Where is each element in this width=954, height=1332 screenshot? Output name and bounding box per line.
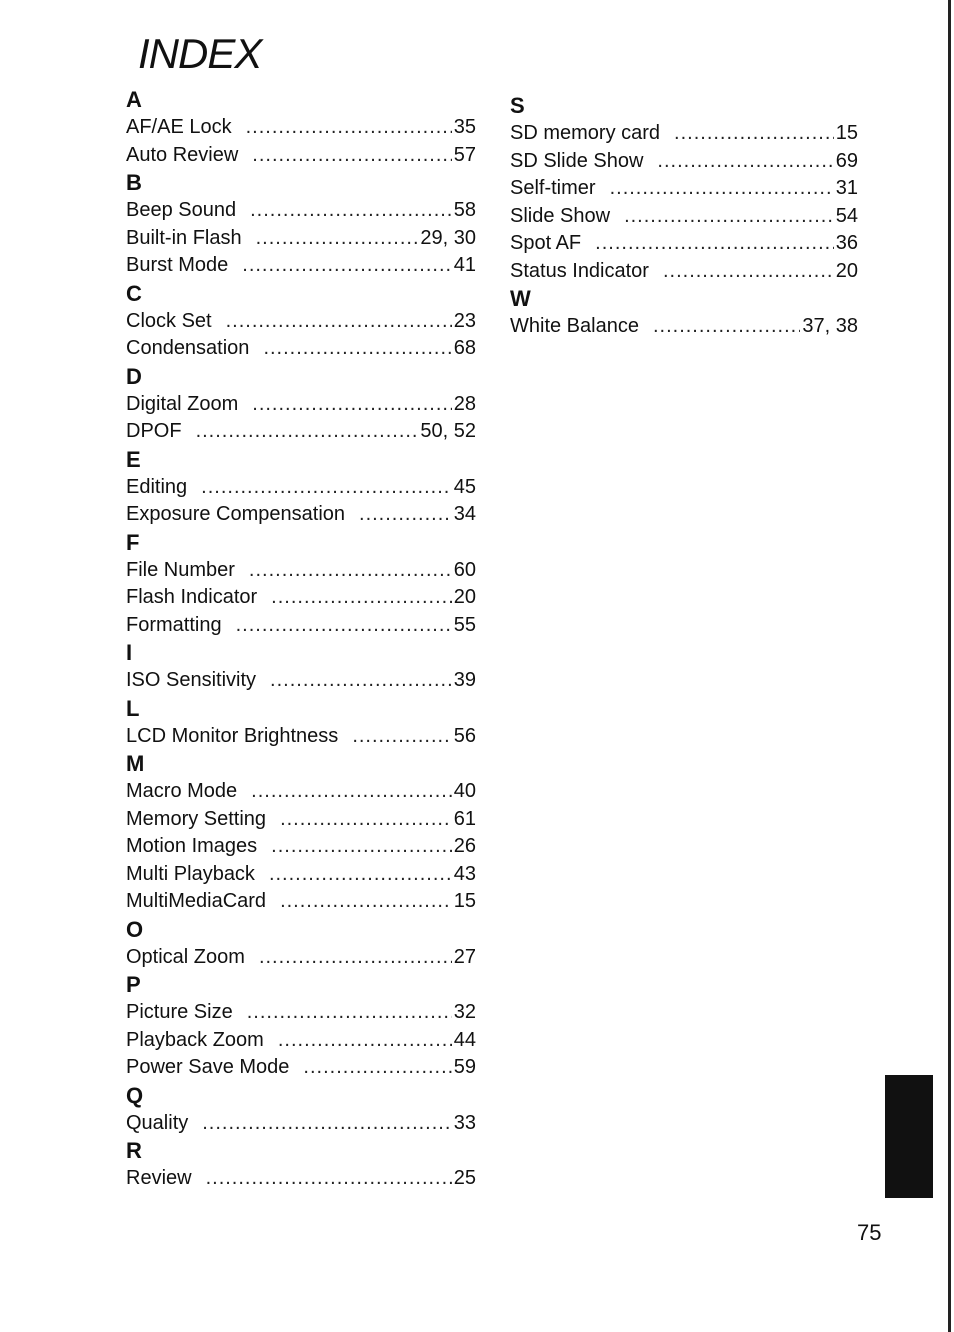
- dot-leader: [359, 501, 452, 529]
- index-entry-pages: 28: [453, 392, 476, 415]
- index-entry: [126, 723, 476, 751]
- index-entry: [126, 584, 476, 612]
- index-entry: [510, 230, 858, 258]
- index-entry: [126, 474, 476, 502]
- dot-leader: [249, 557, 452, 585]
- dot-leader: [657, 148, 833, 176]
- index-entry-term: Beep Sound: [126, 199, 237, 221]
- index-entry-term: Slide Show: [510, 204, 611, 227]
- index-entry-term: Memory Setting: [126, 807, 267, 830]
- index-entry: [126, 114, 476, 142]
- index-entry-pages: 61: [453, 807, 476, 830]
- index-entry-pages: 50, 52: [420, 420, 476, 442]
- index-entry-term: Picture Size: [126, 1001, 233, 1023]
- index-entry-pages: 57: [453, 143, 476, 166]
- dot-leader: [256, 225, 419, 253]
- dot-leader: [196, 418, 419, 446]
- index-entry-pages: 15: [835, 122, 858, 144]
- index-entry-pages: 55: [453, 613, 476, 636]
- index-entry-term: Status Indicator: [510, 259, 649, 282]
- dot-leader: [303, 1054, 451, 1082]
- index-entry-term: Clock Set: [126, 309, 212, 332]
- index-letter-heading: A: [126, 87, 142, 112]
- index-entry-pages: 26: [453, 835, 476, 857]
- index-entry-term: Exposure Compensation: [126, 503, 346, 525]
- index-entry-term: MultiMediaCard: [126, 890, 267, 912]
- index-entry-pages: 25: [453, 1167, 476, 1189]
- index-entry-pages: 20: [835, 259, 858, 282]
- dot-leader: [674, 120, 834, 148]
- index-entry: [126, 197, 476, 225]
- dot-leader: [653, 313, 800, 341]
- dot-leader: [280, 806, 452, 834]
- page-title: INDEX: [138, 30, 262, 77]
- dot-leader: [278, 1027, 452, 1055]
- index-entry: [126, 225, 476, 253]
- index-letter-heading: M: [126, 751, 145, 776]
- index-letter-heading: D: [126, 363, 142, 389]
- dot-leader: [624, 203, 834, 231]
- dot-leader: [263, 335, 451, 363]
- index-letter-heading: I: [126, 640, 133, 665]
- index-letter-heading: R: [126, 1138, 142, 1163]
- index-entry: [126, 501, 476, 529]
- index-entry: [126, 861, 476, 889]
- index-entry: [126, 391, 476, 419]
- index-entry-term: Editing: [126, 475, 188, 498]
- index-letter-heading: B: [126, 170, 142, 195]
- dot-leader: [271, 584, 452, 612]
- index-entry: [126, 335, 476, 363]
- index-entry: [126, 1110, 476, 1138]
- index-entry: [510, 120, 858, 148]
- index-letter-heading: O: [126, 916, 144, 942]
- index-entry-term: Condensation: [126, 337, 250, 359]
- index-letter-heading: Q: [126, 1082, 144, 1108]
- index-entry: [126, 667, 476, 695]
- index-letter-heading: E: [126, 446, 141, 472]
- index-entry-pages: 40: [453, 780, 476, 802]
- index-entry-pages: 59: [453, 1056, 476, 1078]
- index-entry-pages: 37, 38: [802, 315, 858, 337]
- index-entry-pages: 33: [453, 1111, 476, 1134]
- index-entry-pages: 45: [453, 475, 476, 498]
- index-entry-term: Digital Zoom: [126, 392, 239, 415]
- index-entry-pages: 34: [453, 503, 476, 525]
- index-entry-pages: 23: [453, 309, 476, 332]
- dot-leader: [271, 833, 452, 861]
- index-entry-term: Motion Images: [126, 835, 258, 857]
- index-entry-term: Burst Mode: [126, 254, 229, 276]
- index-entry-term: Multi Playback: [126, 862, 255, 885]
- index-entry-pages: 15: [453, 890, 476, 912]
- index-entry-pages: 58: [453, 199, 476, 221]
- index-entry-pages: 20: [453, 586, 476, 608]
- index-entry-pages: 39: [453, 669, 476, 691]
- index-entry: [510, 175, 858, 203]
- index-entry-pages: 69: [835, 149, 858, 172]
- dot-leader: [246, 114, 452, 142]
- index-letter-heading: C: [126, 280, 142, 306]
- index-entry: [126, 944, 476, 972]
- index-entry-pages: 41: [453, 254, 476, 276]
- index-letter-heading: W: [510, 286, 531, 311]
- index-entry-term: Auto Review: [126, 143, 239, 166]
- index-letter-heading: P: [126, 972, 141, 997]
- index-entry-term: LCD Monitor Brightness: [126, 724, 339, 747]
- index-entry-pages: 29, 30: [420, 226, 476, 249]
- index-entry: [126, 1027, 476, 1055]
- dot-leader: [206, 1165, 452, 1193]
- index-entry: [126, 999, 476, 1027]
- index-entry-term: ISO Sensitivity: [126, 669, 257, 691]
- index-entry-term: SD Slide Show: [510, 149, 644, 172]
- index-entry-term: DPOF: [126, 420, 182, 442]
- dot-leader: [226, 308, 452, 336]
- index-entry-pages: 27: [453, 945, 476, 968]
- index-entry: [126, 418, 476, 446]
- page-number: 75: [857, 1220, 882, 1245]
- dot-leader: [269, 861, 452, 889]
- index-entry-term: Spot AF: [510, 232, 582, 254]
- index-entry-pages: 60: [453, 558, 476, 581]
- index-entry-term: Quality: [126, 1111, 189, 1134]
- index-entry-pages: 36: [835, 232, 858, 254]
- dot-leader: [610, 175, 834, 203]
- dot-leader: [252, 391, 451, 419]
- index-entry-term: AF/AE Lock: [126, 116, 232, 138]
- dot-leader: [595, 230, 834, 258]
- index-entry-pages: 32: [453, 1001, 476, 1023]
- index-entry-term: Review: [126, 1167, 192, 1189]
- index-entry-pages: 35: [453, 116, 476, 138]
- section-tab-marker: [885, 1075, 933, 1198]
- index-entry: [126, 888, 476, 916]
- dot-leader: [663, 258, 834, 286]
- dot-leader: [236, 612, 452, 640]
- index-entry-term: Playback Zoom: [126, 1028, 264, 1051]
- index-entry-pages: 68: [453, 337, 476, 359]
- index-entry: [126, 1054, 476, 1082]
- index-entry-term: White Balance: [510, 315, 639, 337]
- index-entry-term: SD memory card: [510, 122, 661, 144]
- index-entry: [126, 1165, 476, 1193]
- dot-leader: [251, 778, 452, 806]
- index-column-right: [510, 92, 858, 341]
- index-entry-pages: 54: [835, 204, 858, 227]
- index-entry-term: Formatting: [126, 613, 222, 636]
- dot-leader: [250, 197, 452, 225]
- index-entry: [126, 778, 476, 806]
- index-entry: [510, 313, 858, 341]
- dot-leader: [270, 667, 452, 695]
- index-entry-pages: 31: [835, 177, 858, 199]
- index-entry-term: Built-in Flash: [126, 226, 242, 249]
- dot-leader: [252, 142, 451, 170]
- index-entry: [126, 142, 476, 170]
- index-column-left: [126, 86, 476, 1193]
- index-letter-heading: L: [126, 695, 140, 721]
- index-entry-pages: 56: [453, 724, 476, 747]
- dot-leader: [202, 1110, 452, 1138]
- index-entry: [126, 806, 476, 834]
- dot-leader: [280, 888, 452, 916]
- dot-leader: [242, 252, 451, 280]
- index-entry: [510, 148, 858, 176]
- index-entry: [126, 833, 476, 861]
- dot-leader: [201, 474, 452, 502]
- dot-leader: [247, 999, 452, 1027]
- index-entry: [126, 252, 476, 280]
- index-entry-term: Flash Indicator: [126, 586, 258, 608]
- index-entry: [126, 308, 476, 336]
- dot-leader: [259, 944, 452, 972]
- index-entry-pages: 43: [453, 862, 476, 885]
- index-entry-term: Optical Zoom: [126, 945, 245, 968]
- dot-leader: [352, 723, 451, 751]
- index-entry: [510, 258, 858, 286]
- index-entry: [126, 557, 476, 585]
- index-entry: [126, 612, 476, 640]
- index-entry-term: File Number: [126, 558, 235, 581]
- index-letter-heading: S: [510, 93, 525, 118]
- index-entry-term: Power Save Mode: [126, 1056, 290, 1078]
- index-letter-heading: F: [126, 529, 140, 555]
- index-entry: [510, 203, 858, 231]
- index-entry-term: Macro Mode: [126, 780, 238, 802]
- index-entry-term: Self-timer: [510, 177, 596, 199]
- page-edge-line: [948, 0, 951, 1332]
- index-entry-pages: 44: [453, 1028, 476, 1051]
